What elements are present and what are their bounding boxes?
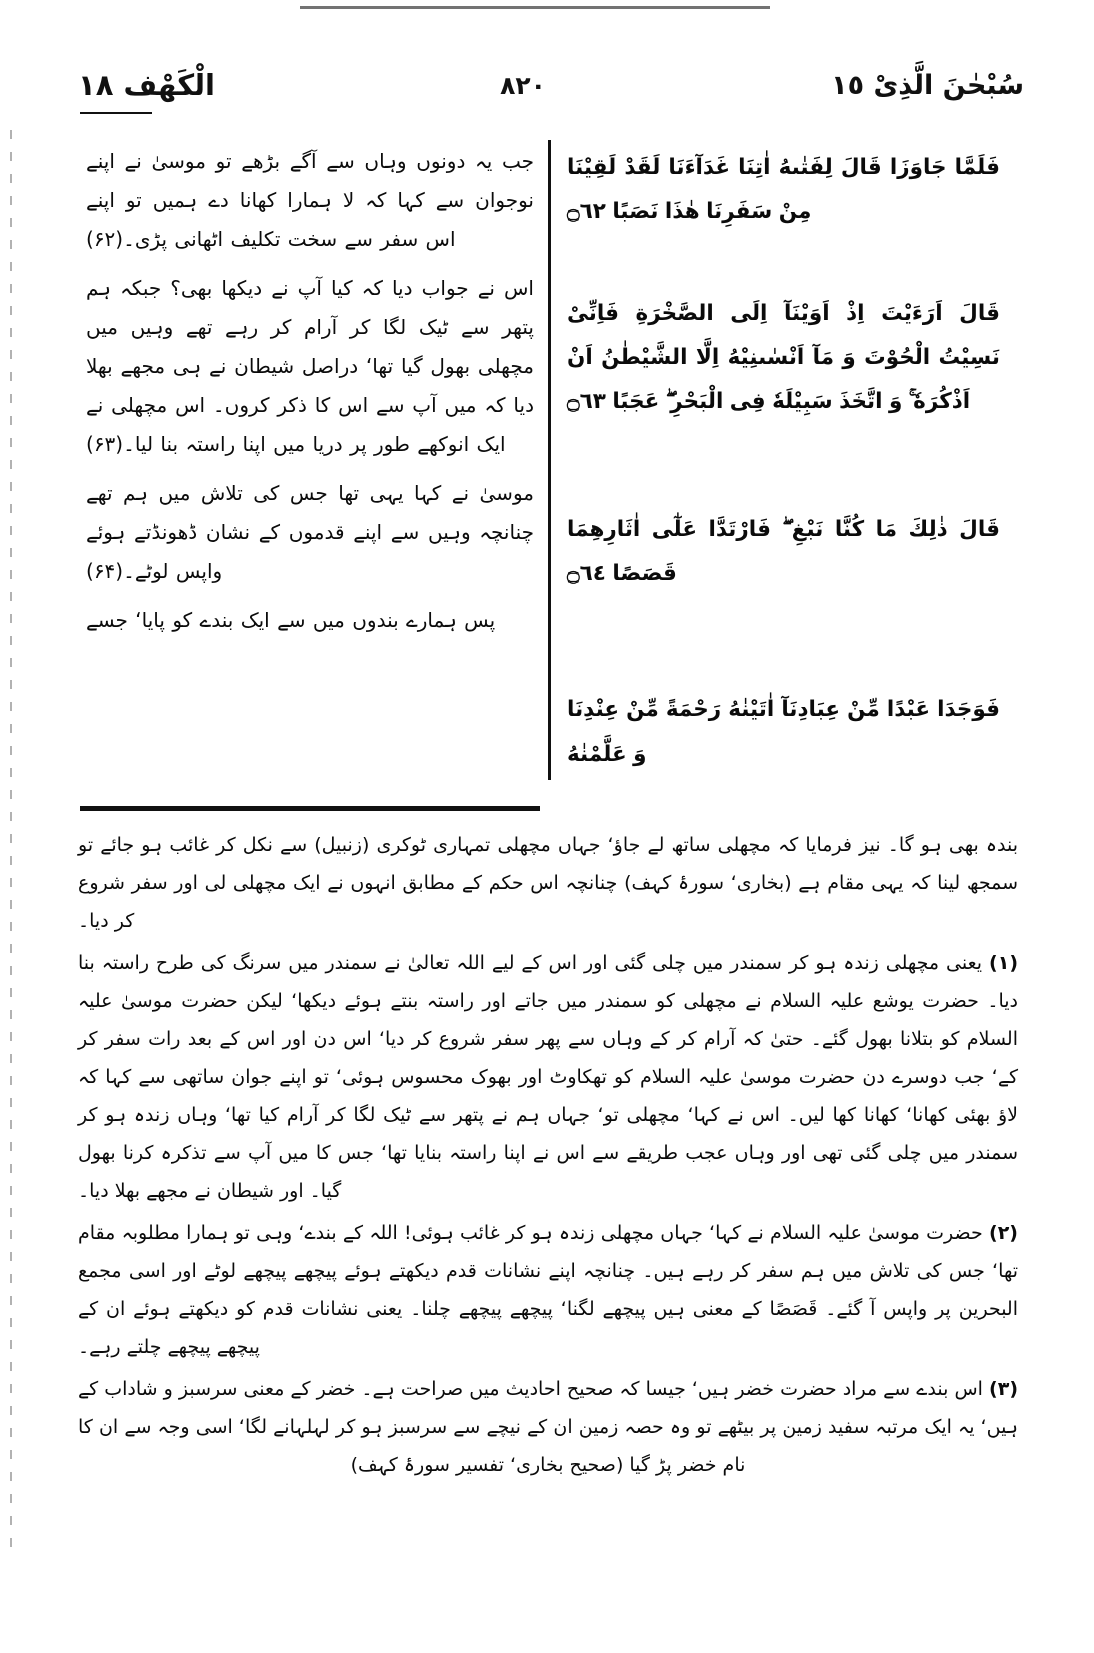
footnote-intro: بندہ بھی ہو گا۔ نیز فرمایا کہ مچھلی ساتھ لے جاؤ‘ جہاں مچھلی تمہاری ٹوکری (زنبیل) سے نکل کر غائب ہو جائے تو سمجھ لینا کہ یہی مقام ہے (بخاری‘ سورۂ کہف) چنانچہ اس حکم کے مطابق انہوں نے ایک مچھلی لی اور سفر شروع کر دیا۔ [78, 834, 1018, 932]
footnote-text: حضرت موسیٰ علیہ السلام نے کہا‘ جہاں مچھلی زندہ ہو کر غائب ہوئی! اللہ کے بندے‘ وہی تو ہمارا مطلوبہ مقام تھا‘ جس کی تلاش میں ہم سفر کر رہے ہیں۔ چنانچہ اپنے نشانات قدم دیکھتے ہوئے پیچھے پیچھے لوٹے اور اسی مجمع البحرین پر واپس آ گئے۔ قَصَصًا کے معنی ہیں پیچھے لگنا‘ پیچھے پیچھے چلنا۔ یعنی نشانات قدم کو دیکھتے ہوئے ان کے پیچھے پیچھے چلتے رہے۔ [78, 1222, 1018, 1358]
footnote-text: اس بندے سے مراد حضرت خضر ہیں‘ جیسا کہ صحیح احادیث میں صراحت ہے۔ خضر کے معنی سرسبز و شاداب کے ہیں‘ یہ ایک مرتبہ سفید زمین پر بیٹھے تو وہ حصہ زمین ان کے نیچے سے سرسبز ہو کر لہلہانے لگا‘ اسی وجہ سے ان کا نام خضر پڑ گیا (صحیح بخاری‘ تفسیر سورۂ کہف) [78, 1378, 1018, 1476]
footnote-text: یعنی مچھلی زندہ ہو کر سمندر میں چلی گئی اور اس کے لیے اللہ تعالیٰ نے سمندر میں سرنگ کی طرح راستہ بنا دیا۔ حضرت یوشع علیہ السلام نے مچھلی کو سمندر میں جاتے اور راستہ بنتے ہوئے دیکھا‘ لیکن حضرت موسیٰ علیہ السلام کو بتلانا بھول گئے۔ حتیٰ کہ آرام کر کے وہاں سے پھر سفر شروع کر دیا‘ اس دن اور اس کے بعد رات سفر کر کے‘ جب دوسرے دن حضرت موسیٰ علیہ السلام کو تھکاوٹ اور بھوک محسوس ہوئی‘ تو اپنے جوان ساتھی سے کہا کہ لاؤ بھئی کھانا‘ کھانا کھا لیں۔ اس نے کہا‘ مچھلی تو‘ جہاں ہم نے پتھر سے ٹیک لگا کر آرام کیا تھا‘ وہاں زندہ ہو کر سمندر میں چلی گئی تھی اور وہاں عجب طریقے سے اس نے اپنا راستہ بنایا تھا‘ جس کا میں آپ سے تذکرہ کرنا بھول گیا۔ اور شیطان نے مجھے بھلا دیا۔ [78, 952, 1018, 1202]
urdu-block-63: اس نے جواب دیا کہ کیا آپ نے دیکھا بھی؟ جبکہ ہم پتھر سے ٹیک لگا کر آرام کر رہے تھے وہیں میں مچھلی بھول گیا تھا‘ دراصل شیطان نے ہی مجھے بھلا دیا کہ میں آپ سے اس کا ذکر کروں۔ اس مچھلی نے ایک انوکھے طور پر دریا میں اپنا راستہ بنا لیا۔(۶۳) [86, 276, 534, 456]
footnote-marker: (۲) [989, 1222, 1018, 1244]
arabic-column [548, 140, 1018, 780]
page-number: ٨٢٠ [500, 70, 546, 100]
footnote-item [78, 1370, 1018, 1484]
urdu-block-62: جب یہ دونوں وہاں سے آگے بڑھے تو موسیٰ نے اپنے نوجوان سے کہا کہ لا ہمارا کھانا دے ہمیں تو اپنے اس سفر سے سخت تکلیف اٹھانی پڑی۔(۶۲) [86, 149, 534, 251]
scan-artifact-top [300, 6, 770, 9]
urdu-block-65: پس ہمارے بندوں میں سے ایک بندے کو پایا‘ جسے [86, 608, 496, 632]
footnote-marker: (۳) [989, 1378, 1018, 1400]
surah-title: الْكَهْف ١٨ [78, 68, 215, 102]
ayah-65: فَوَجَدَا عَبْدًا مِّنْ عِبَادِنَآ اٰتَيْنٰهُ رَحْمَةً مِّنْ عِنْدِنَا وَ عَلَّمْنٰهُ [567, 697, 1000, 767]
juz-title: سُبْحٰنَ الَّذِىْ ١٥ [831, 69, 1024, 101]
footnote-separator-rule [80, 806, 540, 811]
ayah-62: فَلَمَّا جَاوَزَا قَالَ لِفَتٰىهُ اٰتِنَا غَدَآءَنَا لَقَدْ لَقِيْنَا مِنْ سَفَرِنَا هٰذَا نَصَبًا ۝٦٢ [567, 155, 1000, 225]
page-header [78, 62, 1024, 108]
footnotes-section [78, 826, 1018, 1488]
ayah-63: قَالَ اَرَءَيْتَ اِذْ اَوَيْنَآ اِلَى الصَّخْرَةِ فَاِنِّىْ نَسِيْتُ الْحُوْتَ وَ مَآ اَنْسٰىنِيْهُ اِلَّا الشَّيْطٰنُ اَنْ اَذْكُرَهٗ ۚ وَ اتَّخَذَ سَبِيْلَهٗ فِى الْبَحْرِ ۖ عَجَبًا ۝٦٣ [567, 301, 1000, 415]
header-rule [80, 112, 152, 114]
ayah-64: قَالَ ذٰلِكَ مَا كُنَّا نَبْغِ ۖ فَارْتَدَّا عَلٰٓى اٰثَارِهِمَا قَصَصًا ۝٦٤ [567, 517, 1000, 587]
footnote-marker: (۱) [989, 952, 1018, 974]
main-body [78, 140, 1018, 780]
scan-artifact-left-edge [10, 130, 12, 1560]
urdu-translation-column [78, 140, 548, 780]
footnote-item [78, 944, 1018, 1210]
footnote-item [78, 1214, 1018, 1366]
urdu-block-64: موسیٰ نے کہا یہی تھا جس کی تلاش میں ہم تھے چنانچہ وہیں سے اپنے قدموں کے نشان ڈھونڈتے ہوئے واپس لوٹے۔(۶۴) [86, 481, 534, 583]
